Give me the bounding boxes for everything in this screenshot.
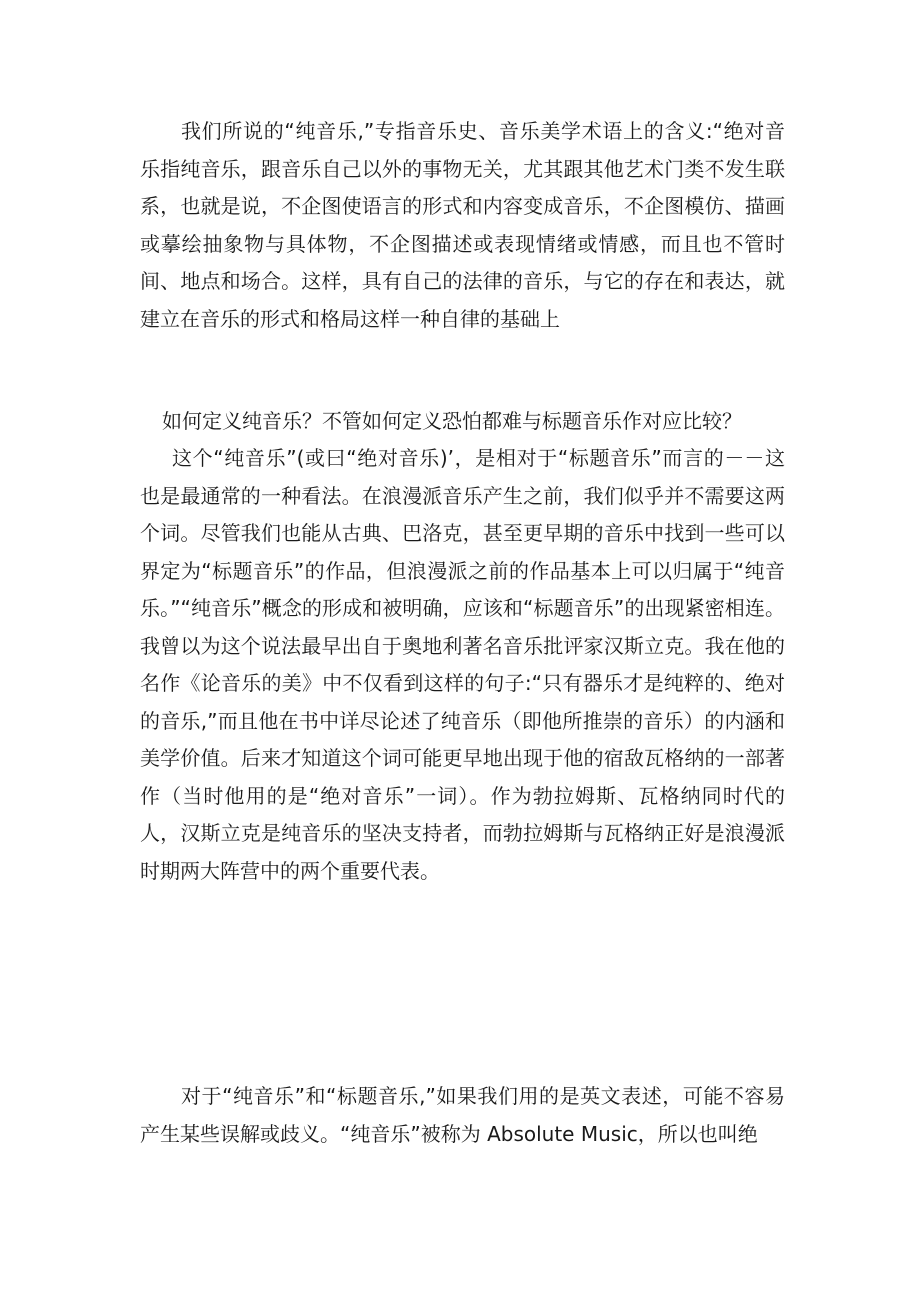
paragraph-definition <box>140 113 785 338</box>
paragraph-question <box>140 403 785 441</box>
paragraph-english-terms <box>140 1078 785 1153</box>
paragraph-text: 如何定义纯音乐？不管如何定义恐怕都难与标题音乐作对应比较？ <box>162 409 742 433</box>
paragraph-history <box>140 440 785 890</box>
paragraph-text: 对于“纯音乐”和“标题音乐,”如果我们用的是英文表述，可能不容易产生某些误解或歧义。“纯音乐”被称为 Absolute Music，所以也叫绝 <box>140 1084 785 1146</box>
paragraph-text: 这个“纯音乐”(或曰“绝对音乐)’，是相对于“标题音乐”而言的－－这也是最通常的一种看法。在浪漫派音乐产生之前，我们似乎并不需要这两个词。尽管我们也能从古典、巴洛克，甚至更早期的音乐中找到一些可以界定为“标题音乐”的作品，但浪漫派之前的作品基本上可以归属于“纯音乐。”“纯音乐”概念的形成和被明确，应该和“标题音乐”的出现紧密相连。我曾以为这个说法最早出自于奥地利著名音乐批评家汉斯立克。我在他的名作《论音乐的美》中不仅看到这样的句子:“只有器乐才是纯粹的、绝对的音乐,”而且他在书中详尽论述了纯音乐（即他所推崇的音乐）的内涵和美学价值。后来才知道这个词可能更早地出现于他的宿敌瓦格纳的一部著作（当时他用的是“绝对音乐”一词）。作为勃拉姆斯、瓦格纳同时代的人，汉斯立克是纯音乐的坚决支持者，而勃拉姆斯与瓦格纳正好是浪漫派时期两大阵营中的两个重要代表。 <box>140 446 785 883</box>
paragraph-text: 我们所说的“纯音乐,”专指音乐史、音乐美学术语上的含义:“绝对音乐指纯音乐，跟音乐自己以外的事物无关，尤其跟其他艺术门类不发生联系，也就是说，不企图使语言的形式和内容变成音乐，不企图模仿、描画或摹绘抽象物与具体物，不企图描述或表现情绪或情感，而且也不管时间、地点和场合。这样，具有自己的法律的音乐，与它的存在和表达，就建立在音乐的形式和格局这样一种自律的基础上 <box>140 119 785 331</box>
